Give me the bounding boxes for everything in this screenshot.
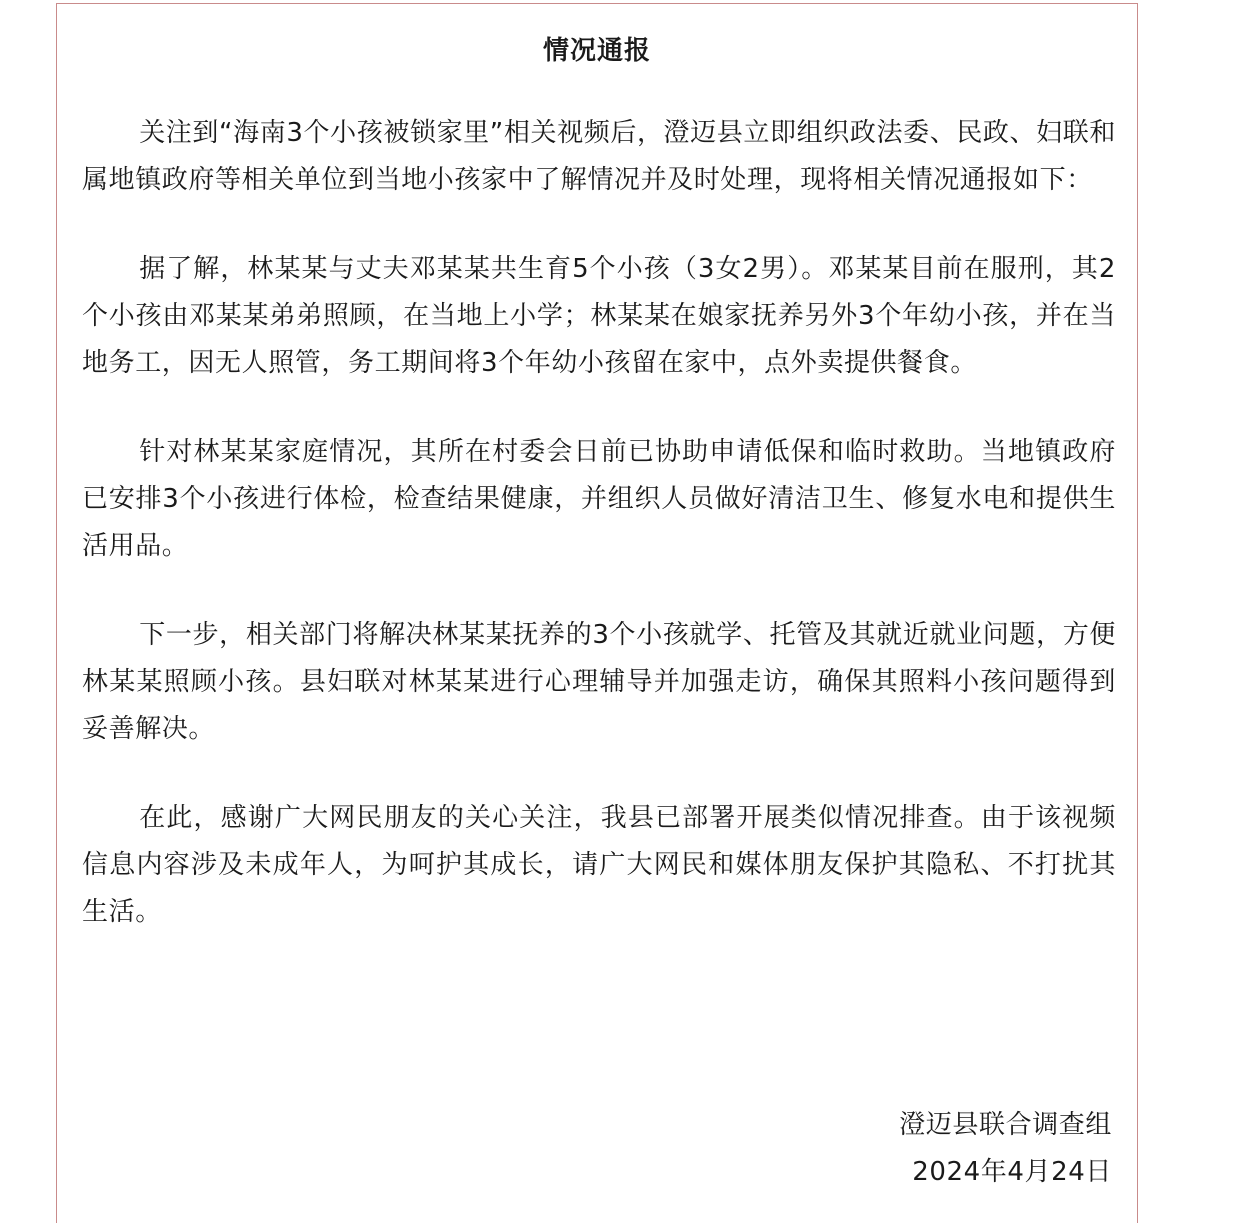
signature-block — [899, 1102, 1112, 1196]
paragraph-next-steps: 下一步，相关部门将解决林某某抚养的3个小孩就学、托管及其就近就业问题，方便林某某照顾小孩。县妇联对林某某进行心理辅导并加强走访，确保其照料小孩问题得到妥善解决。 — [82, 620, 1116, 744]
paragraph-thanks: 在此，感谢广大网民朋友的关心关注，我县已部署开展类似情况排查。由于该视频信息内容涉及未成年人，为呵护其成长，请广大网民和媒体朋友保护其隐私、不打扰其生活。 — [82, 803, 1116, 927]
paragraph-family-situation: 据了解，林某某与丈夫邓某某共生育5个小孩（3女2男）。邓某某目前在服刑，其2个小孩由邓某某弟弟照顾，在当地上小学；林某某在娘家抚养另外3个年幼小孩，并在当地务工，因无人照管，务工期间将3个年幼小孩留在家中，点外卖提供餐食。 — [82, 254, 1116, 378]
document-body — [82, 110, 1116, 978]
issue-date: 2024年4月24日 — [912, 1157, 1112, 1187]
document-title: 情况通报 — [542, 36, 651, 66]
paragraph-assistance: 针对林某某家庭情况，其所在村委会日前已协助申请低保和临时救助。当地镇政府已安排3个小孩进行体检，检查结果健康，并组织人员做好清洁卫生、修复水电和提供生活用品。 — [82, 437, 1116, 561]
issuer-name: 澄迈县联合调查组 — [899, 1110, 1112, 1140]
paragraph-intro: 关注到“海南3个小孩被锁家里”相关视频后，澄迈县立即组织政法委、民政、妇联和属地镇政府等相关单位到当地小孩家中了解情况并及时处理，现将相关情况通报如下： — [82, 118, 1116, 195]
